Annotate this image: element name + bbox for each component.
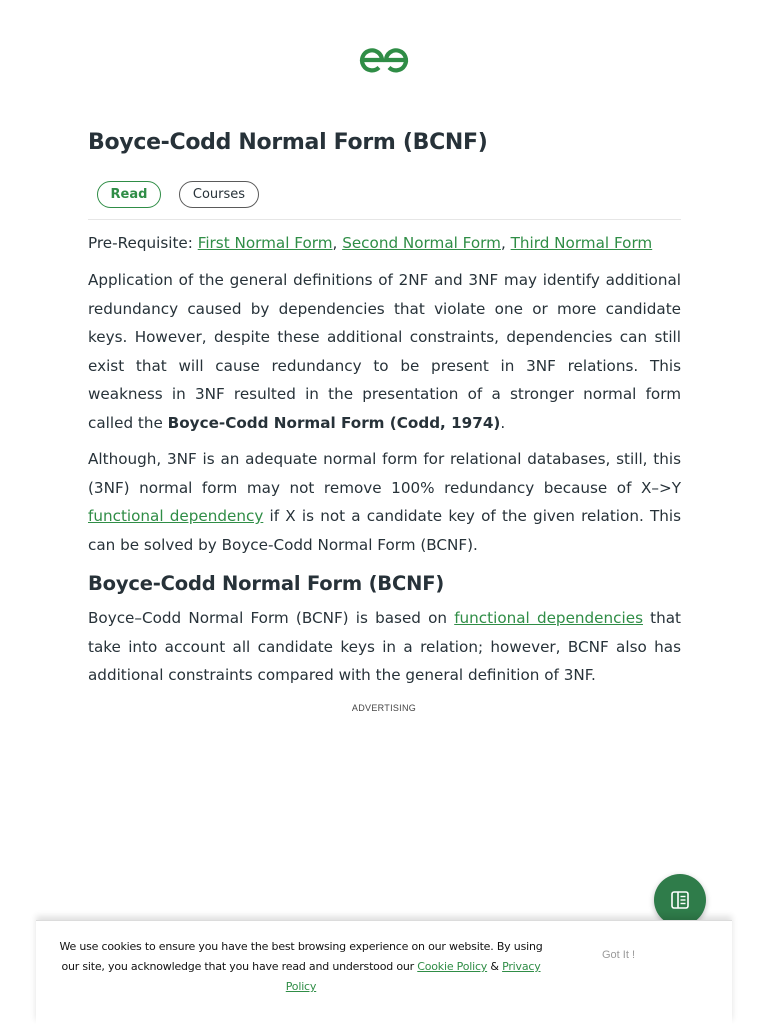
paragraph-text: Although, 3NF is an adequate normal form for relational databases, still, this (3NF) normal form may not remove 100% redundancy because of X–>Y [88,450,681,497]
link-first-normal-form[interactable]: First Normal Form [197,234,333,252]
link-functional-dependencies[interactable]: functional dependencies [454,609,643,627]
privacy-policy-link[interactable]: Privacy Policy [285,960,541,993]
bold-text: Boyce-Codd Normal Form (Codd, 1974) [167,413,501,432]
cookie-message [56,937,546,997]
advertising-label: ADVERTISING [351,703,417,713]
cookie-text: We use cookies to ensure you have the best browsing experience on our website. By using our site, you acknowledge that you have read and understood our [59,940,543,973]
prerequisite-label: Pre-Requisite: [88,234,198,252]
paragraph-text: Application of the general definitions of 2NF and 3NF may identify additional redundancy caused by dependencies that violate one or more candidate keys. However, despite these additional constraints, dependencies can still exist that will cause redundancy to be present in 3NF relations. This weakness in 3NF resulted in the presentation of a stronger normal form called the [88,271,681,432]
paragraph-text: that take into account all candidate keys in a relation; however, BCNF also has additional constraints compared with the general definition of 3NF. [88,609,682,684]
link-third-normal-form[interactable]: Third Normal Form [510,234,653,252]
gfg-logo-icon[interactable] [358,46,410,74]
tab-courses[interactable]: Courses [179,181,259,208]
separator: , [332,234,343,252]
prerequisite-line [88,231,681,255]
paragraph-3nf [88,445,681,559]
paragraph-text: Boyce–Codd Normal Form (BCNF) is based on [88,609,455,627]
divider [88,219,681,220]
paragraph-bcnf [88,604,681,690]
page-title: Boyce-Codd Normal Form (BCNF) [88,130,488,155]
cookie-policy-link[interactable]: Cookie Policy [417,960,488,973]
cookie-text: & [487,960,503,973]
link-functional-dependency[interactable]: functional dependency [88,507,264,525]
section-heading: Boyce-Codd Normal Form (BCNF) [88,572,445,595]
paragraph-intro [88,266,681,437]
separator: , [500,234,511,252]
reader-mode-button[interactable] [654,874,706,926]
paragraph-text: if X is not a candidate key of the given relation. This can be solved by Boyce-Codd Normal Form (BCNF). [88,507,682,554]
tab-read[interactable]: Read [97,181,161,208]
paragraph-text: . [500,413,506,432]
cookie-banner [36,920,732,1024]
got-it-button[interactable]: Got It ! [602,949,636,961]
reader-icon [669,889,691,911]
link-second-normal-form[interactable]: Second Normal Form [342,234,501,252]
